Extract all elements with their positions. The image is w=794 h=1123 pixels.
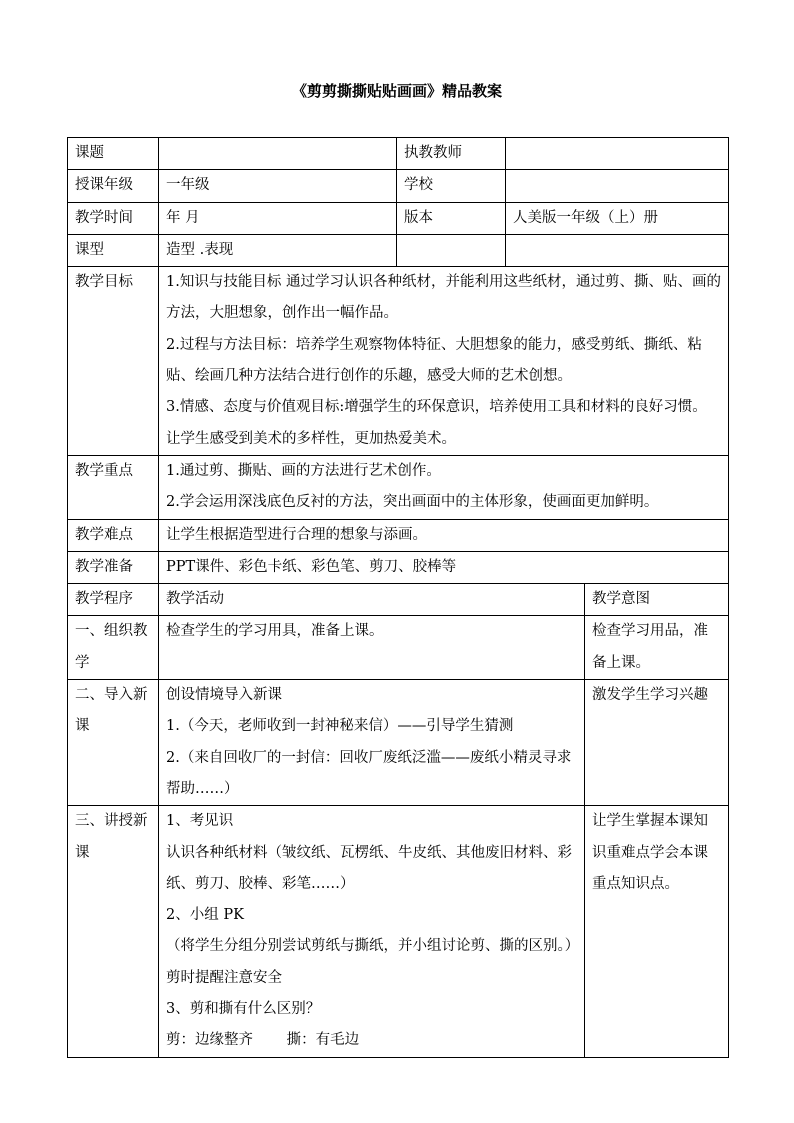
edition-value: 人美版一年级（上）册 [506, 202, 729, 234]
activity-line: 检查学生的学习用具，准备上课。 [166, 623, 384, 640]
grade-label: 授课年级 [68, 170, 159, 202]
procedure-header-row [68, 584, 729, 616]
procedure-header-col3: 教学意图 [585, 584, 729, 616]
step-row-1 [68, 616, 729, 680]
prep-label: 教学准备 [68, 551, 159, 583]
activity-line: 2.（来自回收厂的一封信：回收厂废纸泛滥——废纸小精灵寻求帮助……） [166, 749, 572, 797]
keypoints-content [159, 455, 729, 519]
activity-line: 创设情境导入新课 [166, 687, 282, 704]
activity-line: （将学生分组分别尝试剪纸与撕纸，并小组讨论剪、撕的区别。）剪时提醒注意安全 [166, 938, 572, 986]
info-row-type [68, 234, 729, 266]
activity-line: 认识各种纸材料（皱纹纸、瓦楞纸、牛皮纸、其他废旧材料、彩纸、剪刀、胶棒、彩笔……） [166, 844, 572, 892]
type-value: 造型 .表现 [159, 234, 397, 266]
activity-line: 1、考见识 [166, 813, 234, 830]
step-intent: 激发学生学习兴趣 [585, 680, 729, 806]
info-row-course [68, 138, 729, 170]
teacher-label: 执教教师 [397, 138, 506, 170]
prep-value: PPT课件、彩色卡纸、彩色笔、剪刀、胶棒等 [159, 551, 729, 583]
procedure-header-col2: 教学活动 [159, 584, 585, 616]
time-label: 教学时间 [68, 202, 159, 234]
activity-line: 3、剪和撕有什么区别？ [166, 1001, 321, 1018]
goals-label: 教学目标 [68, 267, 159, 456]
goal-item: 2.过程与方法目标：培养学生观察物体特征、大胆想象的能力，感受剪纸、撕纸、粘贴、绘画几种方法结合进行创作的乐趣，感受大师的艺术创想。 [166, 336, 702, 385]
school-label: 学校 [397, 170, 506, 202]
step-label: 一、组织教学 [68, 616, 159, 680]
difficulty-value: 让学生根据造型进行合理的想象与添画。 [159, 519, 729, 551]
course-label: 课题 [68, 138, 159, 170]
goal-item: 1.知识与技能目标 通过学习认识各种纸材，并能利用这些纸材，通过剪、撕、贴、画的方法，大胆想象，创作出一幅作品。 [166, 274, 721, 322]
keypoint-item: 1.通过剪、撕贴、画的方法进行艺术创作。 [166, 462, 441, 479]
info-row-grade [68, 170, 729, 202]
activity-line: 剪：边缘整齐 撕：有毛边 [166, 1032, 360, 1049]
goals-content [159, 267, 729, 456]
activity-line: 1.（今天，老师收到一封神秘来信）——引导学生猜测 [166, 718, 514, 735]
type-empty-cell-2 [506, 234, 729, 266]
step-intent: 让学生掌握本课知识重难点学会本课重点知识点。 [585, 806, 729, 1057]
type-empty-cell [397, 234, 506, 266]
activity-line: 2、小组 PK [166, 907, 244, 924]
keypoint-item: 2.学会运用深浅底色反衬的方法，突出画面中的主体形象，使画面更加鲜明。 [166, 494, 659, 511]
prep-row [68, 551, 729, 583]
step-activities [159, 680, 585, 806]
procedure-header-col1: 教学程序 [68, 584, 159, 616]
step-label: 二、导入新课 [68, 680, 159, 806]
document-title: 《剪剪撕撕贴贴画画》精品教案 [291, 82, 502, 100]
goal-item: 3.情感、态度与价值观目标:增强学生的环保意识，培养使用工具和材料的良好习惯。让学生感受到美术的多样性，更加热爱美术。 [166, 399, 707, 447]
keypoints-label: 教学重点 [68, 455, 159, 519]
step-activities [159, 806, 585, 1057]
keypoints-row [68, 455, 729, 519]
step-activities [159, 616, 585, 680]
step-label: 三、讲授新课 [68, 806, 159, 1057]
type-label: 课型 [68, 234, 159, 266]
lesson-plan-table [67, 137, 729, 1058]
difficulty-label: 教学难点 [68, 519, 159, 551]
difficulty-row [68, 519, 729, 551]
teacher-value [506, 138, 729, 170]
info-row-time [68, 202, 729, 234]
time-value: 年 月 [159, 202, 397, 234]
step-row-2 [68, 680, 729, 806]
step-row-3 [68, 806, 729, 1057]
edition-label: 版本 [397, 202, 506, 234]
grade-value: 一年级 [159, 170, 397, 202]
step-intent: 检查学习用品，准备上课。 [585, 616, 729, 680]
course-value [159, 138, 397, 170]
school-value [506, 170, 729, 202]
goals-row [68, 267, 729, 456]
